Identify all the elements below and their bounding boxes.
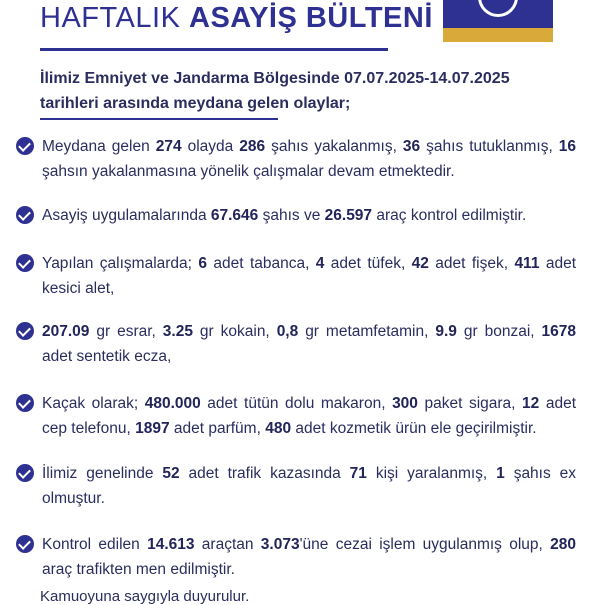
highlight-number: 14.613 — [147, 536, 195, 553]
item-text-segment: Kontrol edilen — [42, 536, 148, 553]
highlight-number: 480.000 — [144, 395, 201, 412]
check-circle-icon — [16, 322, 34, 340]
item-text-segment: araçtan — [194, 536, 261, 553]
highlight-number: 4 — [315, 255, 325, 272]
item-text-segment: şahıs yakalanmış, — [265, 138, 403, 155]
item-text-segment: olayda — [181, 138, 240, 155]
highlight-number: 36 — [402, 138, 421, 155]
check-circle-icon — [16, 206, 34, 224]
highlight-number: 42 — [411, 255, 429, 272]
item-text-segment: adet fişek, — [428, 255, 515, 272]
item-text-segment: Asayiş uygulamalarında — [42, 207, 211, 224]
highlight-number: 286 — [239, 138, 266, 155]
highlight-number: 6 — [198, 255, 207, 272]
item-text — [42, 391, 576, 441]
highlight-number: 280 — [550, 536, 576, 553]
item-text-segment: İlimiz genelinde — [42, 465, 163, 482]
item-text — [42, 461, 576, 511]
item-text — [42, 134, 576, 184]
item-text-segment: şahsın yakalanmasına yönelik çalışmalar devam etmektedir. — [42, 163, 455, 180]
item-text — [42, 532, 576, 582]
item-text-segment: adet tüfek, — [324, 255, 412, 272]
item-text-segment: gr kokain, — [192, 323, 277, 340]
highlight-number: 71 — [349, 465, 367, 482]
highlight-number: 480 — [265, 420, 292, 437]
item-text — [42, 203, 576, 228]
check-circle-icon — [16, 137, 34, 155]
check-circle-icon — [16, 394, 34, 412]
item-text-segment: 'üne cezai işlem uygulanmış olup, — [299, 536, 551, 553]
item-text — [42, 319, 576, 369]
item-text-segment: adet sentetik ecza, — [42, 348, 172, 365]
item-text-segment: gr bonzai, — [456, 323, 542, 340]
check-circle-icon — [16, 254, 34, 272]
item-text-segment: araç trafikten men edilmiştir. — [42, 561, 235, 578]
item-text-segment: Meydana gelen — [42, 138, 156, 155]
highlight-number: 411 — [514, 255, 540, 272]
item-text-segment: kişi yaralanmış, — [366, 465, 497, 482]
highlight-number: 1897 — [135, 420, 170, 437]
highlight-number: 3.25 — [162, 323, 193, 340]
item-text-segment: adet tabanca, — [207, 255, 316, 272]
logo-stripe — [443, 28, 553, 42]
page-title — [40, 2, 433, 35]
header — [0, 0, 600, 70]
check-circle-icon — [16, 464, 34, 482]
highlight-number: 1 — [496, 465, 505, 482]
footer-text: Kamuoyuna saygıyla duyurulur. — [40, 588, 250, 605]
item-text-segment: şahıs ex olmuştur. — [42, 465, 577, 507]
bulletin-item — [16, 461, 576, 511]
item-text-segment: şahıs tutuklanmış, — [420, 138, 559, 155]
highlight-number: 3.073 — [260, 536, 300, 553]
item-text — [42, 251, 576, 301]
highlight-number: 52 — [162, 465, 180, 482]
highlight-number: 0,8 — [276, 323, 299, 340]
bulletin-item — [16, 532, 576, 582]
highlight-number: 12 — [522, 395, 540, 412]
bulletin-item — [16, 251, 576, 301]
highlight-number: 1678 — [541, 323, 576, 340]
item-text-segment: adet kesici alet, — [42, 255, 577, 297]
highlight-number: 67.646 — [210, 207, 259, 224]
bulletin-item — [16, 203, 576, 228]
intro-underline — [40, 118, 278, 120]
item-text-segment: gr metamfetamin, — [298, 323, 436, 340]
item-text-segment: şahıs ve — [258, 207, 325, 224]
item-text-segment: adet tütün dolu makaron, — [200, 395, 393, 412]
highlight-number: 274 — [155, 138, 182, 155]
item-text-segment: adet parfüm, — [169, 420, 266, 437]
item-text-segment: paket sigara, — [417, 395, 523, 412]
title-underline — [40, 48, 388, 51]
item-text-segment: adet kozmetik ürün ele geçirilmiştir. — [291, 420, 537, 437]
highlight-number: 300 — [392, 395, 418, 412]
check-circle-icon — [16, 535, 34, 553]
highlight-number: 16 — [558, 138, 577, 155]
bulletin-item — [16, 391, 576, 441]
bulletin-item — [16, 319, 576, 369]
highlight-number: 9.9 — [435, 323, 457, 340]
bulletin-item — [16, 134, 576, 184]
intro-text: İlimiz Emniyet ve Jandarma Bölgesinde 07.07.2025-14.07.2025 tarihleri arasında meydana gelen olaylar; — [40, 70, 510, 112]
item-text-segment: adet trafik kazasında — [179, 465, 350, 482]
highlight-number: 26.597 — [324, 207, 373, 224]
item-text-segment: gr esrar, — [89, 323, 163, 340]
title-light: HAFTALIK — [40, 2, 189, 34]
item-text-segment: adet cep telefonu, — [42, 395, 576, 437]
highlight-number: 207.09 — [42, 323, 90, 340]
title-bold: ASAYİŞ BÜLTENİ — [189, 2, 433, 34]
item-text-segment: Kaçak olarak; — [42, 395, 145, 412]
item-text-segment: araç kontrol edilmiştir. — [372, 207, 527, 224]
item-text-segment: Yapılan çalışmalarda; — [42, 255, 199, 272]
